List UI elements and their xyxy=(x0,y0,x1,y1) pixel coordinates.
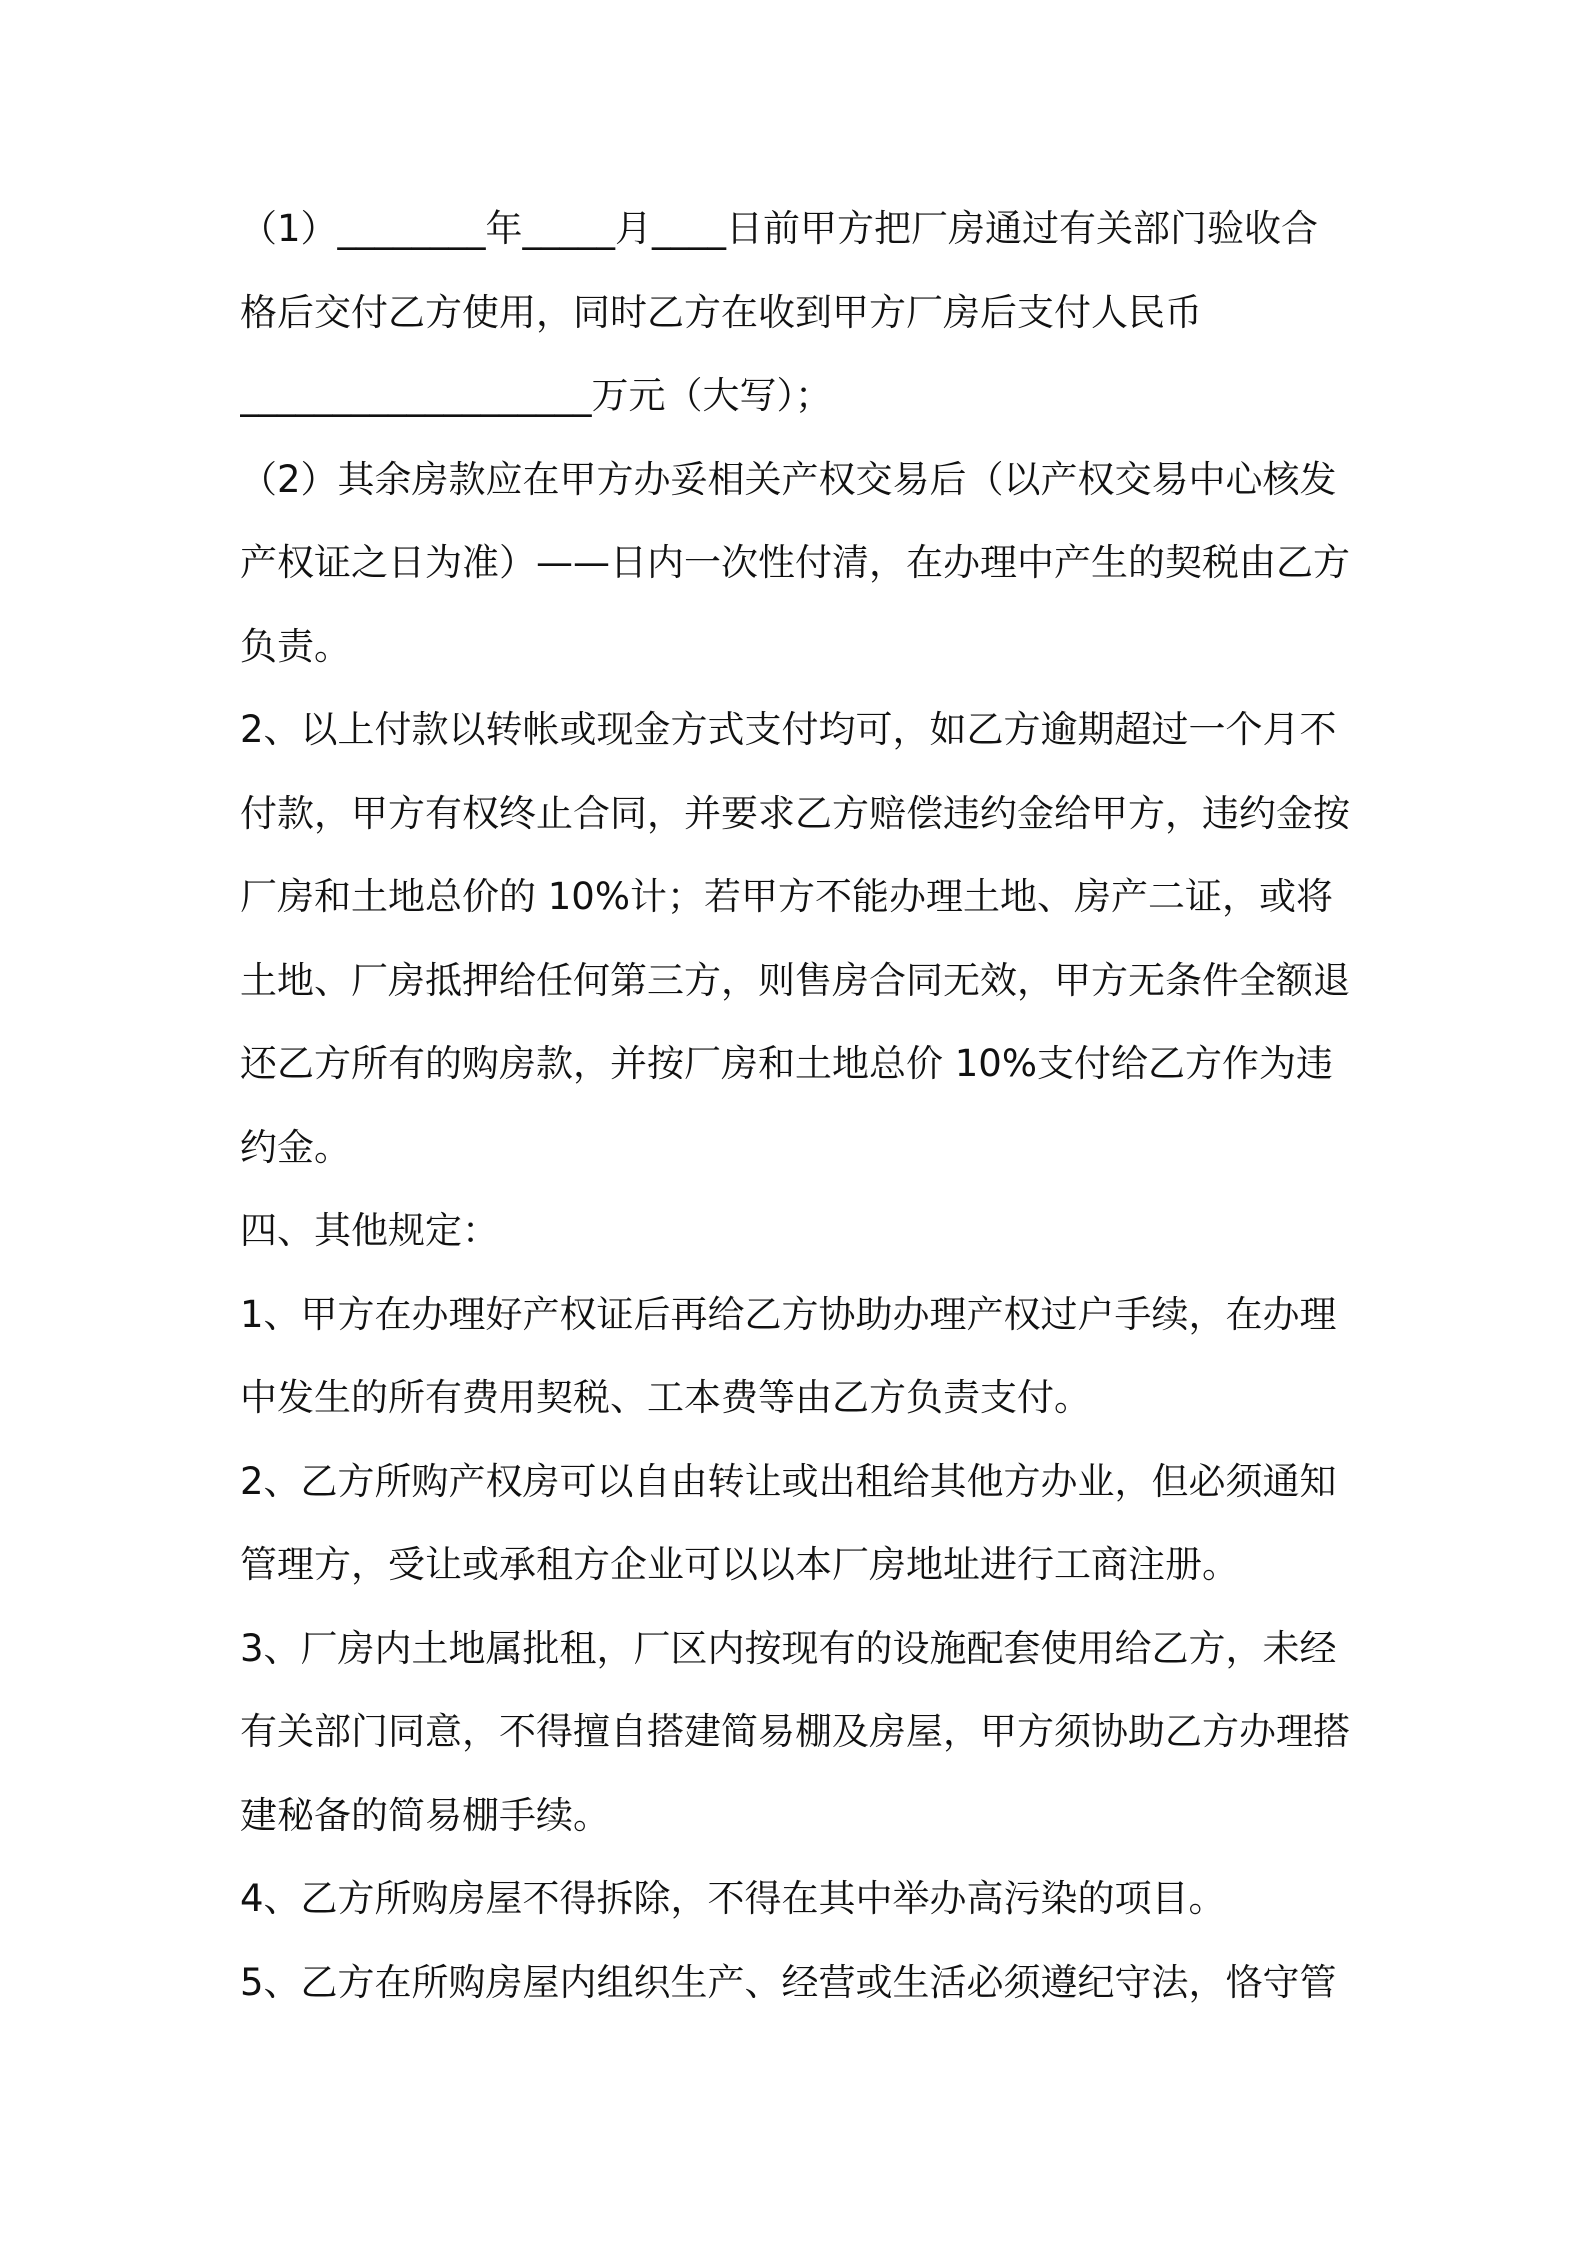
text-line: 2、以上付款以转帐或现金方式支付均可，如乙方逾期超过一个月不 xyxy=(240,708,1337,751)
text-line: 建秘备的简易棚手续。 xyxy=(240,1794,610,1837)
text-line: 还乙方所有的购房款，并按厂房和土地总价 10%支付给乙方作为违 xyxy=(240,1042,1333,1085)
text-line: 负责。 xyxy=(240,625,351,668)
text-line: （2）其余房款应在甲方办妥相关产权交易后（以产权交易中心核发 xyxy=(240,458,1337,501)
text-line: 约金。 xyxy=(240,1126,351,1169)
text-line: 3、厂房内土地属批租，厂区内按现有的设施配套使用给乙方，未经 xyxy=(240,1627,1337,1670)
text-line: 有关部门同意，不得擅自搭建简易棚及房屋，甲方须协助乙方办理搭 xyxy=(240,1710,1350,1753)
section-heading: 四、其他规定： xyxy=(240,1209,499,1252)
text-line: 厂房和土地总价的 10%计；若甲方不能办理土地、房产二证，或将 xyxy=(240,875,1333,918)
text-line: 中发生的所有费用契税、工本费等由乙方负责支付。 xyxy=(240,1376,1091,1419)
text-line: 格后交付乙方使用，同时乙方在收到甲方厂房后支付人民币 xyxy=(240,291,1202,334)
text-line: 4、乙方所购房屋不得拆除，不得在其中举办高污染的项目。 xyxy=(240,1877,1226,1920)
text-line: 5、乙方在所购房屋内组织生产、经营或生活必须遵纪守法，恪守管 xyxy=(240,1961,1337,2004)
text-line: ___________________万元（大写）； xyxy=(240,374,832,417)
text-line: 付款，甲方有权终止合同，并要求乙方赔偿违约金给甲方，违约金按 xyxy=(240,792,1350,835)
text-line: 产权证之日为准）——日内一次性付清，在办理中产生的契税由乙方 xyxy=(240,541,1350,584)
text-line: （1）________年_____月____日前甲方把厂房通过有关部门验收合 xyxy=(240,207,1319,250)
text-line: 2、乙方所购产权房可以自由转让或出租给其他方办业，但必须通知 xyxy=(240,1460,1337,1503)
text-line: 1、甲方在办理好产权证后再给乙方协助办理产权过户手续，在办理 xyxy=(240,1293,1337,1336)
text-line: 土地、厂房抵押给任何第三方，则售房合同无效，甲方无条件全额退 xyxy=(240,959,1350,1002)
text-line: 管理方，受让或承租方企业可以以本厂房地址进行工商注册。 xyxy=(240,1543,1239,1586)
